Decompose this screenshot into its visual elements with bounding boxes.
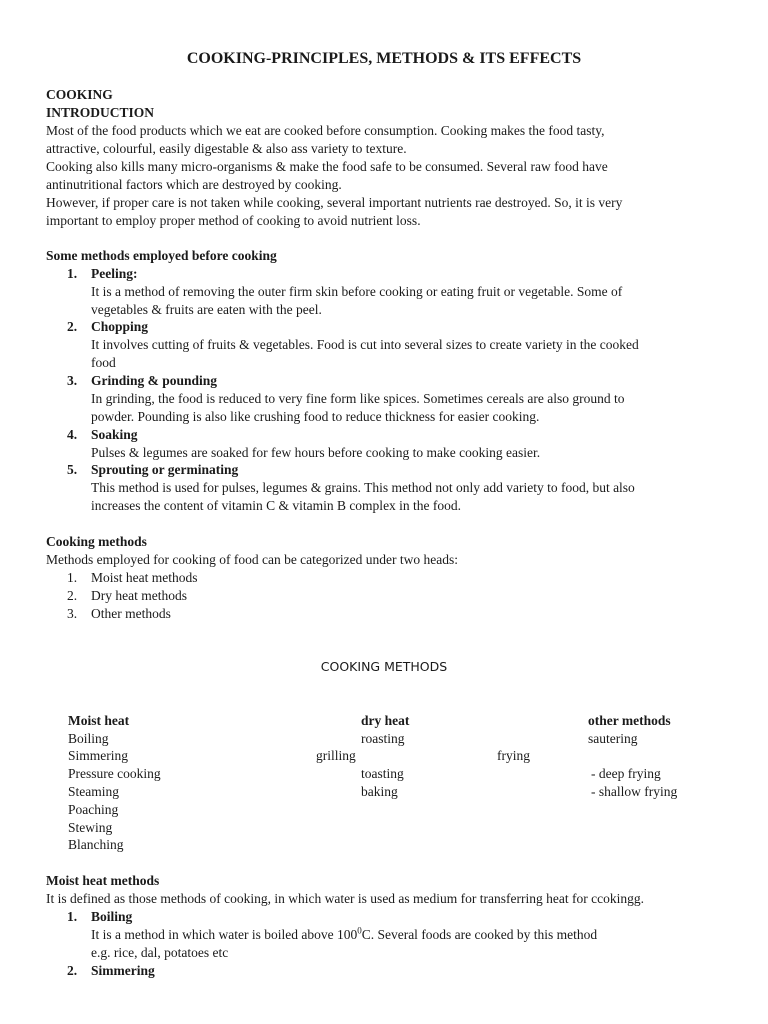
list-item-title: Sprouting or germinating — [91, 462, 239, 477]
table-cell: Boiling — [68, 731, 109, 746]
list-item-text: This method is used for pulses, legumes & grains. This method not only add variety to food, but also — [91, 480, 635, 495]
table-caption: COOKING METHODS — [320, 659, 448, 674]
list-number: 1. — [67, 909, 78, 924]
intro-line: important to employ proper method of cooking to avoid nutrient loss. — [46, 213, 421, 228]
list-item: Other methods — [91, 606, 171, 621]
list-item-text: It is a method of removing the outer firm skin before cooking or eating fruit or vegetable. Some of — [91, 284, 623, 299]
table-cell: baking — [361, 784, 398, 799]
list-number: 5. — [67, 462, 78, 477]
table-cell: frying — [497, 748, 530, 763]
intro-line: Cooking also kills many micro-organisms & make the food safe to be consumed. Several raw food have — [46, 159, 608, 174]
list-item-title: Peeling: — [91, 266, 138, 281]
text-segment: C. Several foods are cooked by this method — [361, 927, 598, 942]
table-cell: Stewing — [68, 820, 113, 835]
table-cell: Steaming — [68, 784, 119, 799]
list-item-title: Chopping — [91, 319, 149, 334]
cooking-heading: COOKING — [46, 87, 113, 102]
list-item-title: Grinding & pounding — [91, 373, 218, 388]
list-number: 2. — [67, 963, 78, 978]
list-number: 3. — [67, 373, 78, 388]
column-header-moist: Moist heat — [68, 713, 130, 728]
list-item-text: In grinding, the food is reduced to very fine form like spices. Sometimes cereals are also ground to — [91, 391, 625, 406]
table-cell: sautering — [588, 731, 638, 746]
superscript: 0 — [357, 925, 362, 936]
list-item: Dry heat methods — [91, 588, 187, 603]
list-item-text: Pulses & legumes are soaked for few hours before cooking to make cooking easier. — [91, 445, 541, 460]
table-cell: - shallow frying — [591, 784, 678, 799]
column-header-other: other methods — [588, 713, 671, 728]
list-number: 1. — [67, 266, 78, 281]
before-cooking-heading: Some methods employed before cooking — [46, 248, 277, 263]
list-number: 1. — [67, 570, 78, 585]
list-item-text: vegetables & fruits are eaten with the peel. — [91, 302, 322, 317]
table-cell: roasting — [361, 731, 405, 746]
document-title: COOKING-PRINCIPLES, METHODS & ITS EFFECTS — [186, 50, 582, 67]
list-item-title: Soaking — [91, 427, 138, 442]
table-cell: Pressure cooking — [68, 766, 161, 781]
list-item-text — [91, 926, 597, 944]
intro-line: However, if proper care is not taken while cooking, several important nutrients rae destroyed. So, it is very — [46, 195, 623, 210]
list-item-text: e.g. rice, dal, potatoes etc — [91, 945, 229, 960]
table-cell: Simmering — [68, 748, 128, 763]
intro-line: attractive, colourful, easily digestable & also ass variety to texture. — [46, 141, 407, 156]
list-item: Moist heat methods — [91, 570, 198, 585]
table-cell: grilling — [316, 748, 356, 763]
list-number: 4. — [67, 427, 78, 442]
cooking-methods-intro: Methods employed for cooking of food can be categorized under two heads: — [46, 552, 458, 567]
list-item-text: powder. Pounding is also like crushing food to reduce thickness for easier cooking. — [91, 409, 540, 424]
intro-line: antinutritional factors which are destroyed by cooking. — [46, 177, 342, 192]
table-cell: Blanching — [68, 837, 124, 852]
list-item-title: Boiling — [91, 909, 133, 924]
list-number: 2. — [67, 588, 78, 603]
moist-heat-heading: Moist heat methods — [46, 873, 160, 888]
list-item-title: Simmering — [91, 963, 155, 978]
list-item-text: It involves cutting of fruits & vegetables. Food is cut into several sizes to create variety in the cooked — [91, 337, 639, 352]
table-cell: toasting — [361, 766, 404, 781]
cooking-methods-heading: Cooking methods — [46, 534, 147, 549]
text-segment: It is a method in which water is boiled above 100 — [91, 927, 358, 942]
list-number: 3. — [67, 606, 78, 621]
moist-heat-definition: It is defined as those methods of cooking, in which water is used as medium for transferring heat for ccokingg. — [46, 891, 644, 906]
list-number: 2. — [67, 319, 78, 334]
introduction-heading: INTRODUCTION — [46, 105, 155, 120]
table-cell: Poaching — [68, 802, 119, 817]
table-cell: - deep frying — [591, 766, 661, 781]
intro-line: Most of the food products which we eat are cooked before consumption. Cooking makes the food tasty, — [46, 123, 605, 138]
list-item-text: increases the content of vitamin C & vitamin B complex in the food. — [91, 498, 462, 513]
column-header-dry: dry heat — [361, 713, 410, 728]
list-item-text: food — [91, 355, 116, 370]
